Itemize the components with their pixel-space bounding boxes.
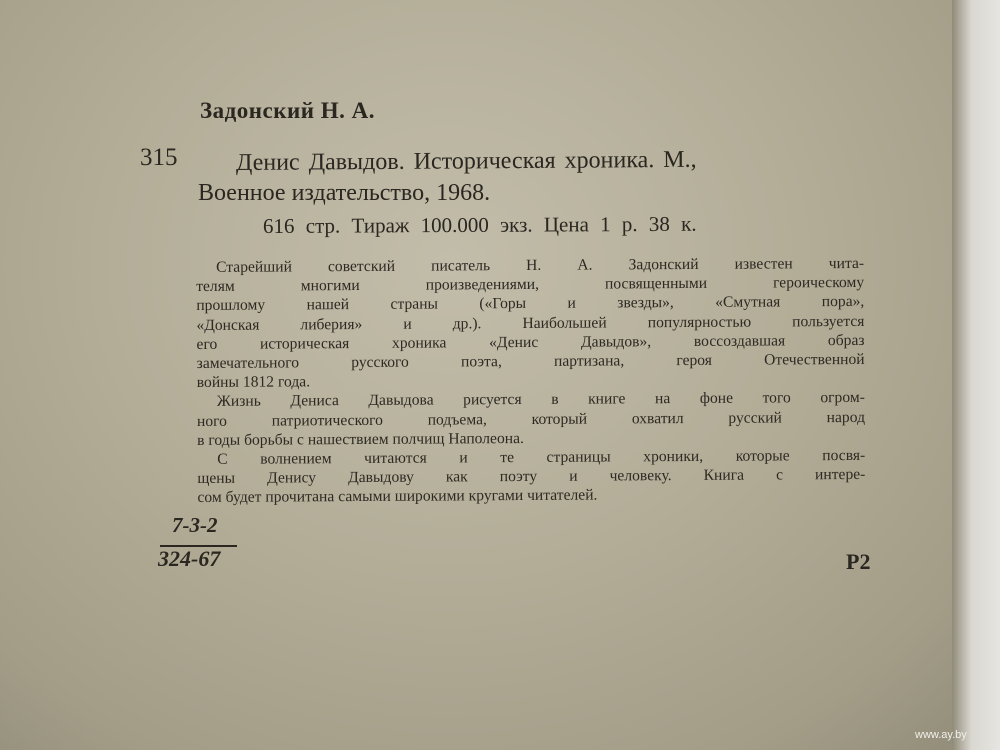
annotation-line: ного патриотического подъема, который охватил русский народ	[196, 408, 866, 430]
publisher-code-bottom: 324-67	[158, 546, 221, 571]
publisher-code-top: 7-3-2	[172, 513, 218, 537]
annotation-line: щены Денису Давыдову как поэту и человеку. Книга с интере-	[197, 466, 866, 488]
annotation-line: Жизнь Дениса Давыдова рисуется в книге на фоне того огром-	[216, 389, 865, 411]
classification-index: Р2	[846, 549, 871, 574]
annotation-line: войны 1812 года.	[196, 373, 311, 392]
annotation-line: прошлому нашей страны («Горы и звезды», «Смутная пора»,	[196, 293, 865, 315]
page-edge	[952, 0, 1000, 750]
annotation-line: телям многими произведениями, посвященными героическому	[196, 274, 865, 296]
annotation-text	[196, 254, 866, 508]
book-title-line-2: Военное издательство, 1968.	[198, 180, 491, 206]
annotation-line: С волнением читаются и те страницы хроники, которые посвя-	[217, 446, 866, 468]
imprint-details: 616 стр. Тираж 100.000 экз. Цена 1 р. 38 к.	[262, 211, 697, 238]
annotation-line: «Донская либерия» и др.). Наибольшей популярностью пользуется	[196, 312, 865, 334]
annotation-line: замечательного русского поэта, партизана, героя Отечественной	[196, 350, 865, 373]
annotation-line: в годы борьбы с нашествием полчищ Наполеона.	[197, 429, 524, 449]
annotation-line: сом будет прочитана самыми широкими кругами читателей.	[197, 486, 598, 507]
catalog-number: 315	[140, 144, 178, 171]
author-name: Задонский Н. А.	[200, 98, 375, 123]
book-title-line-1: Денис Давыдов. Историческая хроника. М.,	[235, 146, 697, 176]
annotation-line: Старейший советский писатель Н. А. Задонский известен чита-	[216, 254, 865, 276]
site-watermark: www.ay.by	[915, 729, 967, 741]
annotation-line: его историческая хроника «Денис Давыдов», воссоздавшая образ	[196, 331, 865, 353]
